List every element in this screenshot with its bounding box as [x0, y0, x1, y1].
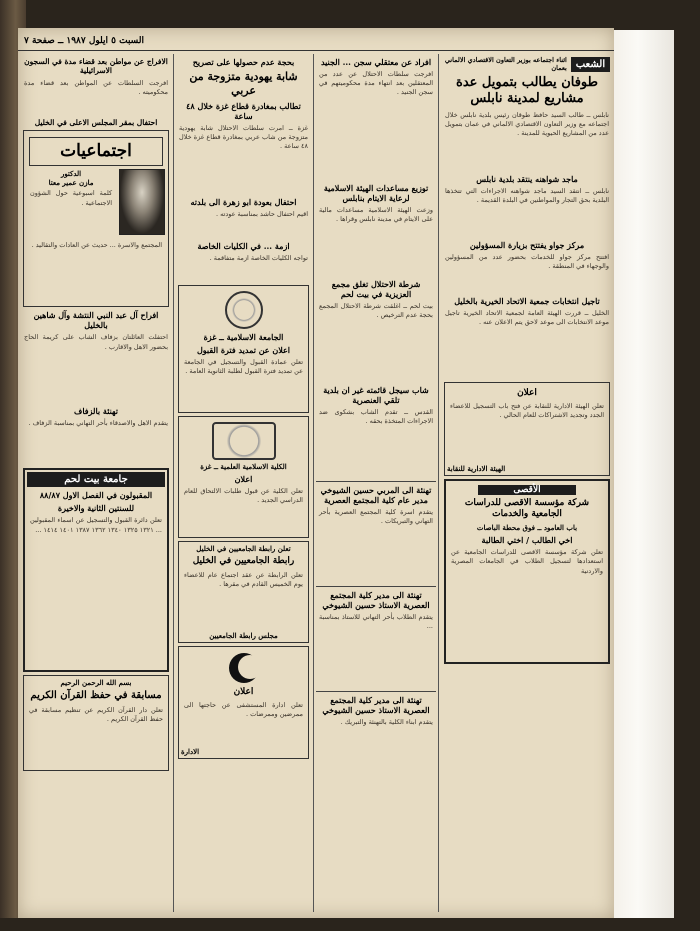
announcement-signer: الهيئة الادارية للنقابة [447, 463, 506, 473]
advertisement [444, 479, 610, 665]
university-logo: جامعة بيت لحم [27, 472, 165, 487]
author-name: مازن عمير معتا [48, 178, 94, 188]
masthead-logo: الشعب [571, 57, 610, 72]
announcement-body: تعلن الهيئة الادارية للنقابة عن فتح باب التسجيل للاعضاء الجدد وتجديد الاشتراكات للعام الحالي . [450, 401, 604, 419]
notice-box [178, 541, 309, 642]
article-body: افتتح مركز جواو للخدمات بحضور عدد من المسؤولين والوجهاء في المنطقة . [445, 252, 609, 270]
column-body: المجتمع والاسرة ... حديث عن العادات والتقاليد . [31, 241, 162, 250]
advert-title: اعلان [233, 686, 254, 697]
advert-body: تعلن الكلية عن قبول طلبات الالتحاق للعام الدراسي الجديد . [184, 487, 303, 505]
announcement-title: اعلان [517, 387, 537, 398]
article-body: تواجه الكليات الخاصة ازمة متفاقمة . [209, 253, 308, 262]
university-name: الجامعة الاسلامية ــ غزة [203, 331, 284, 342]
university-emblem [225, 291, 263, 329]
section-title: اجتماعيات [29, 137, 163, 166]
headline: شاب سيجل قائمته غير ان بلدية تلقي العنصرية [323, 385, 429, 405]
headline: شابة يهودية متزوجة من عربي [189, 70, 298, 97]
article-body: افرجت سلطات الاحتلال عن عدد من المعتقلين بعد انتهاء مدة محكوميتهم في سجن الجنيد . [319, 70, 433, 97]
advert-title: شركة مؤسسة الاقصى للدراسات الجامعية والخدمات [464, 497, 590, 519]
section-box [23, 130, 169, 307]
article-body: نابلس ــ انتقد السيد ماجد شواهنه الاجراءات التي تتخذها البلدية بحق التجار والمواطنين في البلدة القديمة . [445, 186, 609, 204]
headline: الافراج عن مواطن بعد قضاء مدة في السجون الاسرائيلية [24, 57, 168, 76]
advert-body: تعلن دائرة القبول والتسجيل عن اسماء المقبولين ... ١٣٢١ ١٣٢٥ ١٣٤٠ ١٣٦٢ ١٣٨٧ ١٤٠١ ١٤١٤ ... [30, 516, 162, 534]
column-body: كلمة اسبوعية حول الشؤون الاجتماعية . [30, 189, 113, 207]
notice-signer: مجلس رابطة الجامعيين [209, 630, 278, 640]
article-body: يتقدم الطلاب بأحر التهاني للاستاذ بمناسبة ... [319, 613, 433, 631]
advert-logo: الأقصى [478, 485, 576, 495]
headline: تهنئة الى مدير كلية المجتمع العصرية الاستاذ حسين الشيوخي [322, 695, 430, 715]
article-body: احتفلت العائلتان بزفاف الشاب على كريمة الحاج بحضور الاهل والاقارب . [24, 333, 168, 351]
article-body: اقيم احتفال حاشد بمناسبة عودته . [215, 209, 308, 218]
headline: مسابقة في حفظ القرآن الكريم [30, 690, 162, 702]
crescent-icon [229, 653, 259, 683]
headline: شرطة الاحتلال تغلق مجمع العزيزية في بيت لحم [331, 279, 421, 299]
headline: تهنئة الى مدير كلية المجتمع العصرية الاستاذ حسين الشيوخي [322, 590, 430, 610]
article-body: نابلس ــ طالب السيد حافظ طوقان رئيس بلدية نابلس خلال اجتماعه مع وزير التعاون الاقتصادي الالماني في عمان بتمويل عدد من المشاريع الحيوية للمدينة . [445, 110, 609, 137]
advert-title: اعلان [234, 474, 253, 485]
headline: افراد عن معتقلي سجن ... الجنيد [320, 57, 432, 67]
kicker: بحجة عدم حصولها على تصريح [192, 57, 295, 67]
column-2 [316, 54, 436, 912]
headline: افراح آل عبد النبي النتشة وآل شاهين بالخليل [33, 310, 159, 331]
advert-title: المقبولون في الفصل الاول ٨٨/٨٧ [39, 490, 153, 501]
column-rule [313, 54, 314, 912]
basmala: بسم الله الرحمن الرحيم [60, 678, 132, 688]
advert-body: تعلن شركة مؤسسة الاقصى للدراسات الجامعية عن استعدادها لتسجيل الطلاب في الجامعات المصرية والاردنية [451, 548, 603, 575]
author-photo [119, 169, 165, 235]
article-body: يتقدم اسرة كلية المجتمع العصرية بأحر التهاني والتبريكات . [319, 508, 433, 526]
crescent-ad [178, 646, 309, 759]
article-body: يتقدم ابناء الكلية بالتهنئة والتبريك . [340, 718, 433, 726]
university-ad [178, 285, 309, 413]
page-header [18, 34, 614, 51]
advert-title: اعلان عن تمديد فترة القبول [196, 344, 291, 355]
headline: تاجيل انتخابات جمعية الاتحاد الخيرية بالخليل [454, 295, 600, 306]
issue-date: السبت ٥ ايلول ١٩٨٧ ــ صفحة ٧ [24, 36, 144, 46]
column-4 [21, 54, 171, 912]
college-ad [178, 416, 309, 539]
article-body: الخليل ــ قررت الهيئة العامة لجمعية الاتحاد الخيرية تاجيل موعد الانتخابات الى موعد لاحق يتم الاعلان عنه . [445, 308, 609, 326]
announcement-box [444, 382, 610, 476]
article-body: يتقدم الاهل والاصدقاء بأحر التهاني بمناسبة الزفاف . [28, 419, 168, 428]
advert-body: تعلن ادارة المستشفى عن حاجتها الى ممرضين وممرضات . [184, 700, 303, 718]
article-body: القدس ــ تقدم الشاب بشكوى ضد الاجراءات المتخذة بحقه . [319, 408, 433, 426]
article-body: غزة ــ امرت سلطات الاحتلال شابة يهودية متزوجة من شاب عربي بمغادرة قطاع غزة خلال ٤٨ ساعة . [179, 123, 308, 150]
author-title: الدكتور [60, 169, 82, 179]
column-3 [176, 54, 311, 912]
advert-subtitle: للسنتين الثانية والاخيرة [57, 503, 135, 514]
headline: احتفال بمقر المجلس الاعلى في الخليل [34, 117, 158, 127]
article-body: تعلن دار القرآن الكريم عن تنظيم مسابقة في حفظ القرآن الكريم . [29, 705, 163, 724]
kicker: اثناء اجتماعه بوزير التعاون الاقتصادي الالماني بعمان [444, 56, 567, 72]
notice-body: تعلن الرابطة عن عقد اجتماع عام للاعضاء يوم الخميس القادم في مقرها . [184, 570, 303, 588]
headline: ماجد شواهنه ينتقد بلدية نابلس [476, 173, 578, 184]
headline: مركز جواو يفتتح بزيارة المسؤولين [469, 239, 585, 250]
headline: ازمة ... في الكليات الخاصة [197, 240, 290, 251]
college-name: الكلية الاسلامية العلمية ــ غزة [200, 461, 287, 471]
headline: طوفان يطالب بتمويل عدة مشاريع لمدينة نابلس [456, 75, 598, 107]
competition-box [23, 675, 169, 771]
newspaper-page [18, 28, 614, 918]
advert-body: تعلن عمادة القبول والتسجيل في الجامعة عن تمديد فترة القبول لطلبة الثانوية العامة . [184, 357, 303, 375]
article-body: بيت لحم ــ اغلقت شرطة الاحتلال المجمع بحجة عدم الترخيص . [319, 302, 433, 320]
headline: احتفال بعودة ابو زهرة الى بلدته [190, 196, 297, 207]
column-1 [442, 54, 612, 912]
notice-kicker: تعلن رابطة الجامعيين في الخليل [196, 544, 291, 554]
advert-address: باب العامود ــ فوق محطة الباصات [476, 523, 578, 533]
bottom-shadow [0, 918, 700, 931]
column-rule [438, 54, 439, 912]
advert-subhead: اخي الطالب / اختي الطالبة [481, 535, 573, 546]
advert-signer: الادارة [181, 746, 200, 756]
notice-title: رابطة الجامعيين في الخليل [192, 556, 295, 567]
article-body: وزعت الهيئة الاسلامية مساعدات مالية على الايتام في مدينة نابلس وقراها . [319, 206, 433, 224]
university-ad [23, 468, 169, 672]
column-rule [173, 54, 174, 912]
headline: تطالب بمغادرة قطاع غزة خلال ٤٨ ساعة [186, 100, 301, 121]
headline: تهنئة الى المربي حسين الشيوخي مدير عام كلية المجتمع العصرية [320, 485, 432, 505]
college-emblem [212, 422, 276, 460]
headline: تهنئة بالزفاف [74, 406, 118, 417]
headline: توزيع مساعدات الهيئة الاسلامية لرعاية الايتام بنابلس [323, 183, 429, 203]
article-body: افرجت السلطات عن المواطن بعد قضاء مدة محكوميته . [24, 78, 168, 96]
page-edge [614, 30, 674, 918]
